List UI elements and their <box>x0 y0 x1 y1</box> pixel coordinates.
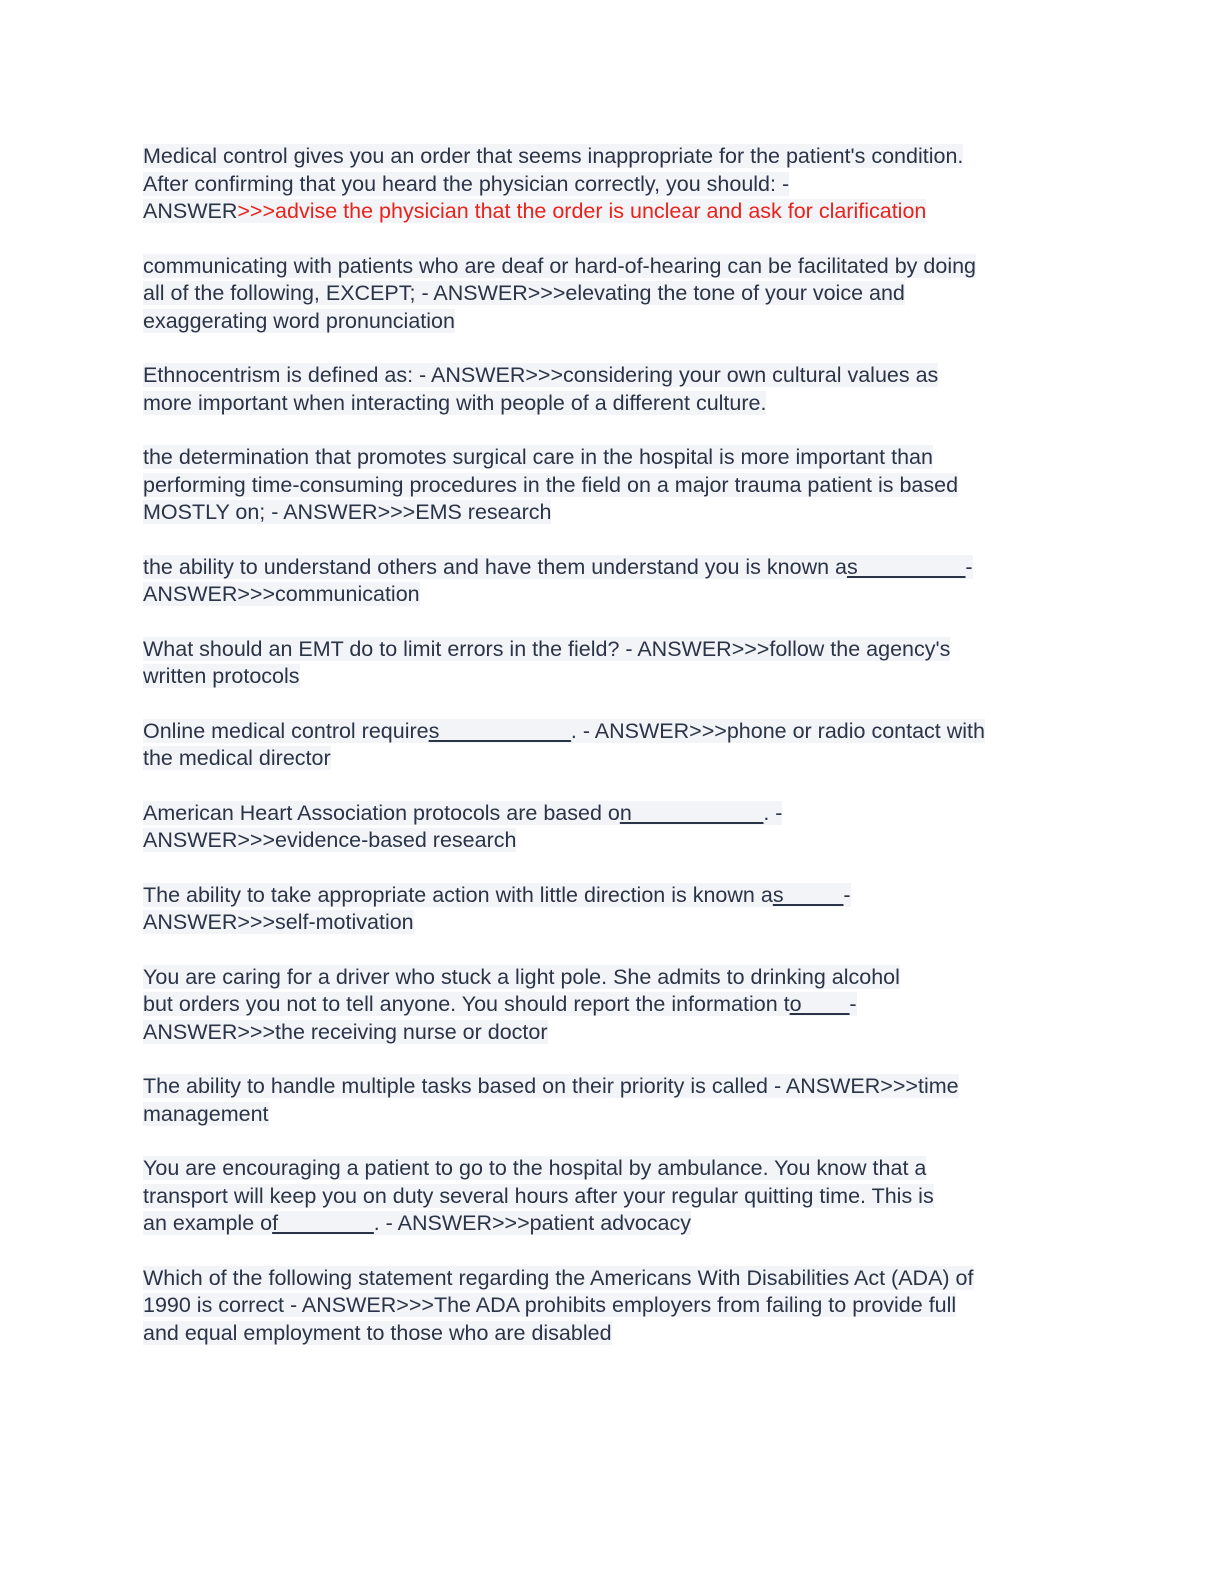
text-line <box>143 801 782 825</box>
text-line <box>143 363 938 387</box>
text-line <box>143 1074 959 1098</box>
line-text-after-blank: - <box>965 554 973 579</box>
text-line <box>143 664 300 688</box>
fill-in-blank: s_____ <box>772 882 844 907</box>
line-text: an example o <box>143 1211 273 1235</box>
document-page <box>143 143 1083 1374</box>
text-line <box>143 1020 548 1044</box>
text-line <box>143 1184 934 1208</box>
line-text: and equal employment to those who are disabled <box>143 1320 612 1345</box>
text-line <box>143 992 857 1016</box>
line-text: Ethnocentrism is defined as: - ANSWER>>>considering your own cultural values as <box>143 363 939 387</box>
question-answer-block <box>143 143 1083 226</box>
line-text: The ability to handle multiple tasks based on their priority is called - ANSWER>>>time <box>143 1074 959 1098</box>
text-line <box>143 172 789 196</box>
text-line <box>143 254 976 278</box>
question-answer-block <box>143 253 1083 336</box>
question-answer-block <box>143 1073 1083 1128</box>
line-text: You are encouraging a patient to go to the hospital by ambulance. You know that a <box>143 1156 927 1180</box>
text-line <box>143 1156 926 1180</box>
line-text: ANSWER <box>143 199 238 223</box>
line-text: ANSWER>>>self-motivation <box>143 910 414 934</box>
question-answer-block <box>143 444 1083 527</box>
line-text-after-blank: - <box>843 882 851 907</box>
question-answer-block <box>143 882 1083 937</box>
text-line <box>143 391 766 415</box>
question-answer-block <box>143 1155 1083 1238</box>
text-line <box>143 555 973 579</box>
text-line <box>143 500 551 524</box>
text-line <box>143 582 420 606</box>
line-text: ANSWER>>>communication <box>143 582 420 606</box>
line-text: exaggerating word pronunciation <box>143 308 455 333</box>
text-line <box>143 309 455 333</box>
question-answer-block <box>143 718 1083 773</box>
line-text: transport will keep you on duty several hours after your regular quitting time. This is <box>143 1183 934 1208</box>
line-text: What should an EMT do to limit errors in the field? - ANSWER>>>follow the agency's <box>143 636 951 661</box>
question-answer-block <box>143 964 1083 1047</box>
text-line <box>143 965 900 989</box>
fill-in-blank: n___________ <box>619 800 764 825</box>
text-line <box>143 828 516 852</box>
fill-in-blank: s___________ <box>428 718 571 743</box>
line-text: ANSWER>>>evidence-based research <box>143 828 517 852</box>
line-text: all of the following, EXCEPT; - ANSWER>>>elevating the tone of your voice and <box>143 281 905 305</box>
question-answer-block <box>143 1265 1083 1348</box>
text-line <box>143 910 414 934</box>
line-text: the ability to understand others and have them understand you is known a <box>143 554 847 579</box>
line-text: but orders you not to tell anyone. You should report the information t <box>143 992 790 1016</box>
line-text: You are caring for a driver who stuck a light pole. She admits to drinking alcohol <box>143 964 900 989</box>
line-text: 1990 is correct - ANSWER>>>The ADA prohibits employers from failing to provide full <box>143 1293 957 1317</box>
line-text: management <box>143 1101 269 1126</box>
line-text-after-blank: . - <box>763 800 783 825</box>
line-text: The ability to take appropriate action with little direction is known a <box>143 882 773 907</box>
line-text: MOSTLY on; - ANSWER>>>EMS research <box>143 500 552 524</box>
fill-in-blank: o____ <box>789 992 850 1016</box>
line-text: written protocols <box>143 664 300 688</box>
line-text: ANSWER>>>the receiving nurse or doctor <box>143 1019 548 1044</box>
question-answer-block <box>143 800 1083 855</box>
line-text: communicating with patients who are deaf or hard-of-hearing can be facilitated by doing <box>143 253 977 278</box>
text-line <box>143 746 331 770</box>
text-line <box>143 199 926 223</box>
text-line <box>143 445 933 469</box>
line-text: Medical control gives you an order that seems inappropriate for the patient's condition. <box>143 144 964 168</box>
fill-in-blank: s_________ <box>846 554 966 579</box>
text-line <box>143 883 851 907</box>
text-line <box>143 473 958 497</box>
line-text: the determination that promotes surgical care in the hospital is more important than <box>143 445 933 469</box>
line-text: Online medical control require <box>143 718 429 743</box>
text-line <box>143 281 905 305</box>
line-text-after-blank: . - ANSWER>>>phone or radio contact with <box>570 718 985 743</box>
fill-in-blank: f________ <box>272 1211 374 1235</box>
text-line <box>143 1321 612 1345</box>
highlighted-answer: >>>advise the physician that the order is unclear and ask for clarification <box>237 199 927 223</box>
text-line <box>143 144 963 168</box>
line-text: more important when interacting with people of a different culture. <box>143 390 767 415</box>
line-text: performing time-consuming procedures in the field on a major trauma patient is based <box>143 472 959 497</box>
text-line <box>143 1102 269 1126</box>
text-line <box>143 637 950 661</box>
text-line <box>143 1211 691 1235</box>
line-text: the medical director <box>143 746 331 770</box>
text-line <box>143 1293 956 1317</box>
line-text: Which of the following statement regarding the Americans With Disabilities Act (ADA) of <box>143 1265 974 1290</box>
text-line <box>143 719 985 743</box>
line-text: After confirming that you heard the physician correctly, you should: - <box>143 171 790 196</box>
line-text-after-blank: . - ANSWER>>>patient advocacy <box>373 1211 692 1235</box>
question-answer-block <box>143 362 1083 417</box>
line-text: American Heart Association protocols are based o <box>143 800 620 825</box>
text-line <box>143 1266 974 1290</box>
question-answer-block <box>143 554 1083 609</box>
question-answer-block <box>143 636 1083 691</box>
line-text-after-blank: - <box>849 992 857 1016</box>
